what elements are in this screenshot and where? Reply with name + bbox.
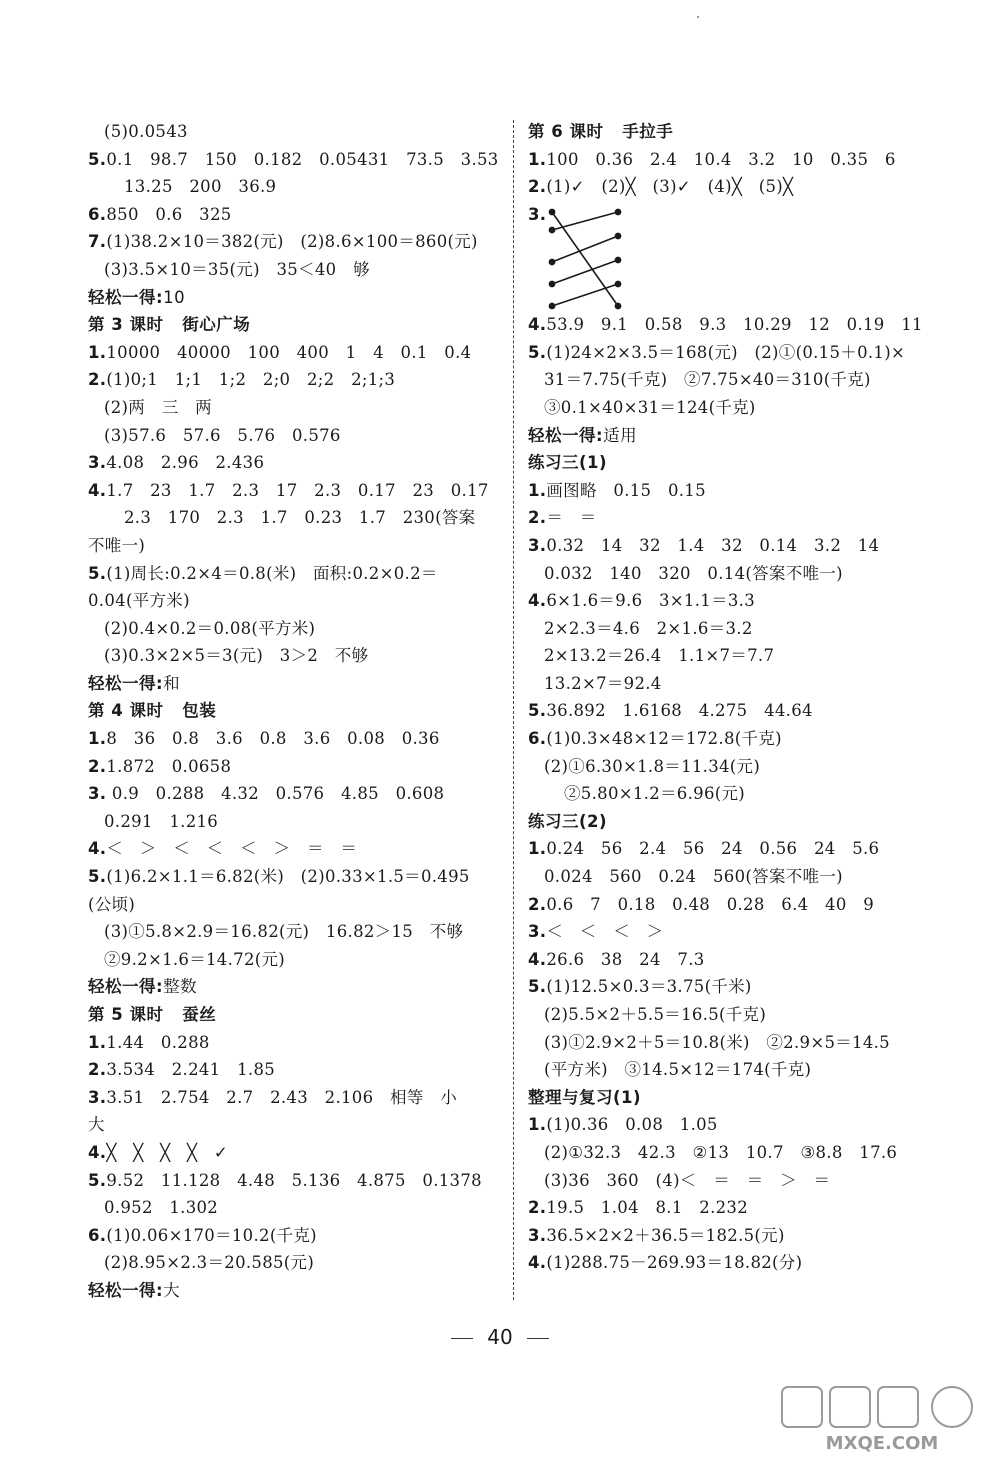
heading-label: 练习三(2)	[528, 811, 608, 831]
left-column	[88, 118, 508, 1305]
question-number: 5.	[88, 1170, 107, 1190]
question-number: 4.	[88, 839, 107, 859]
answer-text: 0.24 56 2.4 56 24 0.56 24 5.6	[546, 839, 880, 859]
section-heading	[88, 311, 508, 339]
question-number: 1.	[528, 839, 547, 859]
answer-text: 8 36 0.8 3.6 0.8 3.6 0.08 0.36	[106, 729, 440, 749]
section-heading	[88, 973, 508, 1001]
answer-line	[528, 366, 948, 394]
matching-lines-diagram	[548, 208, 628, 318]
answer-text: 1.7 23 1.7 2.3 17 2.3 0.17 23 0.17	[106, 480, 489, 500]
question-number: 1.	[88, 729, 107, 749]
answer-text: 2.3 170 2.3 1.7 0.23 1.7 230(答案	[124, 508, 476, 528]
answer-text: (3)3.5×10＝35(元) 35＜40 够	[104, 259, 370, 279]
answer-line	[88, 946, 508, 974]
answer-line	[88, 201, 508, 229]
answer-line	[528, 973, 948, 1001]
section-heading	[528, 422, 948, 450]
answer-line	[528, 339, 948, 367]
answer-text: ②5.80×1.2＝6.96(元)	[564, 784, 746, 804]
answer-line	[528, 725, 948, 753]
page-number-text: 40	[487, 1325, 513, 1349]
answer-line	[88, 477, 508, 505]
answer-line	[88, 394, 508, 422]
question-number: 6.	[88, 1225, 107, 1245]
question-number: 2.	[88, 756, 107, 776]
answer-text: 19.5 1.04 8.1 2.232	[546, 1198, 749, 1218]
answer-line	[528, 946, 948, 974]
answer-line	[88, 642, 508, 670]
right-dot-3	[615, 257, 620, 262]
answer-text: 2×13.2＝26.4 1.1×7＝7.7	[544, 646, 775, 666]
answer-text: (2)5.5×2＋5.5＝16.5(千克)	[544, 1005, 767, 1024]
section-heading	[88, 1001, 508, 1029]
right-dot-1	[615, 209, 620, 214]
answer-text: 画图略 0.15 0.15	[546, 480, 706, 500]
question-number: 1.	[528, 480, 547, 500]
right-dot-4	[615, 281, 620, 286]
answer-line	[88, 891, 508, 919]
question-number: 1.	[88, 342, 107, 362]
answer-line	[88, 1249, 508, 1277]
answer-text: 不唯一)	[88, 535, 146, 555]
right-dot-5	[615, 303, 620, 308]
answer-text: 4.08 2.96 2.436	[106, 453, 265, 473]
question-number: 2.	[528, 508, 547, 528]
answer-line	[528, 918, 948, 946]
question-number: 3.	[88, 453, 107, 473]
answer-line	[88, 228, 508, 256]
question-number: 3.	[88, 1087, 107, 1107]
column-divider	[513, 120, 515, 1300]
section-heading	[528, 808, 948, 836]
answer-line	[528, 173, 948, 201]
answer-text: (2)①32.3 42.3 ②13 10.7 ③8.8 17.6	[544, 1142, 898, 1162]
answer-line	[528, 642, 948, 670]
answer-line	[88, 146, 508, 174]
question-number: 5.	[88, 563, 107, 583]
answer-text: (1)0.3×48×12＝172.8(千克)	[546, 729, 782, 749]
answer-text: 2×2.3＝4.6 2×1.6＝3.2	[544, 618, 753, 638]
answer-line	[88, 422, 508, 450]
answer-line	[88, 118, 508, 146]
answer-line	[88, 504, 508, 532]
question-number: 6.	[88, 204, 107, 224]
question-number: 5.	[528, 342, 547, 362]
answer-line	[88, 449, 508, 477]
answer-line	[528, 1056, 948, 1084]
section-heading	[528, 1084, 948, 1112]
answer-line	[88, 615, 508, 643]
answer-line	[528, 1029, 948, 1057]
question-number: 3.	[528, 535, 547, 555]
left-dot-2	[549, 227, 554, 232]
question-number: 2.	[528, 177, 547, 197]
answer-line	[88, 1084, 508, 1112]
answer-text: (1)0;1 1;1 1;2 2;0 2;2 2;1;3	[106, 370, 396, 390]
heading-label: 轻松一得:	[528, 425, 604, 445]
answer-line	[528, 891, 948, 919]
answer-text: 大	[88, 1115, 105, 1135]
answer-line	[88, 532, 508, 560]
answer-text: (5)0.0543	[104, 122, 188, 141]
answer-line	[88, 835, 508, 863]
answer-text: 26.6 38 24 7.3	[546, 949, 705, 969]
question-number: 3.	[528, 204, 547, 224]
question-number: 2.	[88, 1060, 107, 1080]
watermark-url: MXQE.COM	[825, 1433, 939, 1454]
question-number: 4.	[88, 480, 107, 500]
answer-text: 0.1 98.7 150 0.182 0.05431 73.5 3.53	[106, 149, 499, 169]
answer-text: 13.2×7＝92.4	[544, 673, 662, 693]
answer-text: (1)周长:0.2×4＝0.8(米) 面积:0.2×0.2＝	[106, 563, 438, 583]
answer-text: 3.51 2.754 2.7 2.43 2.106 相等 小	[106, 1087, 458, 1107]
answer-line	[528, 1222, 948, 1250]
answer-line	[528, 863, 948, 891]
answer-line	[528, 532, 948, 560]
heading-label: 第 4 课时 包装	[88, 701, 217, 721]
answer-line	[528, 477, 948, 505]
answer-line	[528, 1139, 948, 1167]
answer-line	[528, 1111, 948, 1139]
answer-line	[528, 753, 948, 781]
heading-label: 第 5 课时 蚕丝	[88, 1005, 217, 1024]
heading-value: 适用	[603, 425, 638, 445]
question-number: 4.	[88, 1142, 107, 1162]
answer-text: (1)12.5×0.3＝3.75(千米)	[546, 977, 752, 997]
question-number: 3.	[528, 1225, 547, 1245]
answer-text: 0.6 7 0.18 0.48 0.28 6.4 40 9	[546, 894, 875, 914]
left-dot-3	[549, 259, 554, 264]
answer-text: (平方米) ③14.5×12＝174(千克)	[544, 1060, 812, 1080]
left-dot-4	[549, 281, 554, 286]
answer-text: (1)38.2×10＝382(元) (2)8.6×100＝860(元)	[106, 232, 478, 252]
question-number: 4.	[528, 315, 547, 335]
answer-line	[528, 1167, 948, 1195]
answer-text: 0.032 140 320 0.14(答案不唯一)	[544, 563, 843, 583]
answer-text: 100 0.36 2.4 10.4 3.2 10 0.35 6	[546, 149, 896, 169]
question-number: 2.	[528, 1198, 547, 1218]
answer-text: 9.52 11.128 4.48 5.136 4.875 0.1378	[106, 1170, 482, 1190]
heading-value: 大	[163, 1280, 181, 1300]
match-line-2	[552, 212, 618, 306]
answer-text: ＜ ＜ ＜ ＞	[546, 922, 664, 942]
page-number-dash-right	[527, 1338, 549, 1339]
match-line-5	[552, 284, 618, 306]
answer-text: 10000 40000 100 400 1 4 0.1 0.4	[106, 342, 472, 362]
answer-line	[88, 918, 508, 946]
heading-label: 练习三(1)	[528, 453, 608, 473]
question-number: 5.	[528, 977, 547, 997]
answer-line	[528, 146, 948, 174]
answer-text: (1)0.36 0.08 1.05	[546, 1115, 718, 1135]
answer-text: ③0.1×40×31＝124(千克)	[544, 397, 756, 417]
answer-line	[88, 1167, 508, 1195]
answer-text: 0.04(平方米)	[88, 591, 190, 611]
answer-line	[88, 1194, 508, 1222]
answer-line	[88, 1029, 508, 1057]
question-number: 4.	[528, 949, 547, 969]
answer-line	[88, 863, 508, 891]
answer-line	[528, 780, 948, 808]
answer-line	[528, 560, 948, 588]
answer-line	[88, 1139, 508, 1167]
question-number: 5.	[88, 867, 107, 887]
heading-label: 轻松一得:	[88, 287, 164, 307]
answer-text: 36.5×2×2＋36.5＝182.5(元)	[546, 1225, 785, 1245]
answer-text: (1)24×2×3.5＝168(元) (2)①(0.15＋0.1)×	[546, 342, 906, 362]
answer-text: (3)0.3×2×5＝3(元) 3＞2 不够	[104, 646, 369, 666]
answer-line	[88, 753, 508, 781]
question-number: 7.	[88, 232, 107, 252]
answer-line	[88, 339, 508, 367]
heading-label: 轻松一得:	[88, 977, 164, 997]
answer-text: 1.872 0.0658	[106, 756, 232, 776]
answer-text: (2)8.95×2.3＝20.585(元)	[104, 1253, 315, 1273]
answer-text: 0.024 560 0.24 560(答案不唯一)	[544, 867, 843, 887]
answer-line	[528, 587, 948, 615]
answer-text: (3)①5.8×2.9＝16.82(元) 16.82＞15 不够	[104, 922, 464, 942]
question-number: 3.	[88, 784, 107, 804]
answer-text: (1)6.2×1.1＝6.82(米) (2)0.33×1.5＝0.495	[106, 867, 470, 887]
section-heading	[88, 1277, 508, 1305]
question-number: 5.	[88, 149, 107, 169]
section-heading	[88, 670, 508, 698]
question-number: 5.	[528, 701, 547, 721]
heading-label: 轻松一得:	[88, 1280, 164, 1300]
heading-label: 轻松一得:	[88, 673, 164, 693]
page-number-dash-left	[451, 1338, 473, 1339]
answer-text: 3.534 2.241 1.85	[106, 1060, 276, 1080]
answer-line	[528, 394, 948, 422]
answer-text: 0.9 0.288 4.32 0.576 4.85 0.608	[106, 784, 445, 804]
question-number: 3.	[528, 922, 547, 942]
answer-text: (1)0.06×170＝10.2(千克)	[106, 1225, 317, 1245]
section-heading	[88, 284, 508, 312]
answer-line	[528, 1249, 948, 1277]
answer-line	[88, 256, 508, 284]
answer-text: 36.892 1.6168 4.275 44.64	[546, 701, 813, 721]
answer-text: (3)57.6 57.6 5.76 0.576	[104, 425, 341, 445]
answer-line	[88, 725, 508, 753]
answer-text: 0.32 14 32 1.4 32 0.14 3.2 14	[546, 535, 880, 555]
question-number: 6.	[528, 729, 547, 749]
answer-text: ＜ ＞ ＜ ＜ ＜ ＞ ＝ ＝	[106, 839, 358, 859]
answer-text: (3)①2.9×2＋5＝10.8(米) ②2.9×5＝14.5	[544, 1032, 890, 1052]
heading-value: 和	[163, 673, 181, 693]
section-heading	[88, 697, 508, 725]
answer-line	[528, 1194, 948, 1222]
answer-text: (1)✓ (2)╳ (3)✓ (4)╳ (5)╳	[546, 177, 794, 197]
answer-line	[88, 560, 508, 588]
answer-line	[88, 1056, 508, 1084]
answer-line	[88, 808, 508, 836]
answer-text: (1)288.75－269.93＝18.82(分)	[546, 1253, 803, 1273]
answer-text: 1.44 0.288	[106, 1032, 210, 1052]
question-number: 4.	[528, 1253, 547, 1273]
scan-speck	[697, 16, 699, 18]
answer-text: (2)0.4×0.2＝0.08(平方米)	[104, 618, 316, 638]
answer-text: (2)两 三 两	[104, 397, 212, 417]
heading-value: 10	[163, 287, 186, 307]
answer-text: 31＝7.75(千克) ②7.75×40＝310(千克)	[544, 370, 871, 390]
left-dot-1	[549, 209, 554, 214]
answer-line	[528, 835, 948, 863]
question-number: 1.	[88, 1032, 107, 1052]
answer-text: 13.25 200 36.9	[124, 177, 277, 197]
question-number: 4.	[528, 591, 547, 611]
answer-line	[88, 173, 508, 201]
answer-text: ＝ ＝	[546, 508, 597, 528]
answer-text: 850 0.6 325	[106, 204, 232, 224]
answer-line	[528, 615, 948, 643]
answer-line	[528, 504, 948, 532]
question-number: 2.	[88, 370, 107, 390]
answer-line	[528, 1001, 948, 1029]
answer-text: ②9.2×1.6＝14.72(元)	[104, 949, 286, 969]
heading-label: 第 3 课时 街心广场	[88, 315, 251, 335]
answer-text: 53.9 9.1 0.58 9.3 10.29 12 0.19 11	[546, 315, 923, 335]
answer-line	[88, 780, 508, 808]
answer-line	[88, 1111, 508, 1139]
right-dot-2	[615, 233, 620, 238]
answer-text: (公顷)	[88, 894, 136, 914]
site-watermark-logo	[762, 1385, 982, 1455]
heading-label: 第 6 课时 手拉手	[528, 122, 674, 141]
left-dot-5	[549, 303, 554, 308]
answer-line	[88, 587, 508, 615]
answer-line	[528, 670, 948, 698]
question-number: 1.	[528, 149, 547, 169]
section-heading	[528, 118, 948, 146]
heading-label: 整理与复习(1)	[528, 1087, 642, 1107]
section-heading	[528, 449, 948, 477]
answer-line	[88, 366, 508, 394]
page-number	[0, 1325, 1000, 1349]
answer-text: (3)36 360 (4)＜ ＝ ＝ ＞ ＝	[544, 1170, 831, 1190]
answer-line	[528, 697, 948, 725]
question-number: 1.	[528, 1115, 547, 1135]
match-line-4	[552, 260, 618, 284]
answer-line	[88, 1222, 508, 1250]
answer-text: 0.291 1.216	[104, 811, 219, 831]
heading-value: 整数	[163, 977, 198, 997]
answer-text: 0.952 1.302	[104, 1198, 219, 1218]
question-number: 2.	[528, 894, 547, 914]
answer-text: 6×1.6＝9.6 3×1.1＝3.3	[546, 591, 756, 611]
answer-text: (2)①6.30×1.8＝11.34(元)	[544, 756, 761, 776]
answer-text: ╳ ╳ ╳ ╳ ✓	[106, 1142, 228, 1162]
